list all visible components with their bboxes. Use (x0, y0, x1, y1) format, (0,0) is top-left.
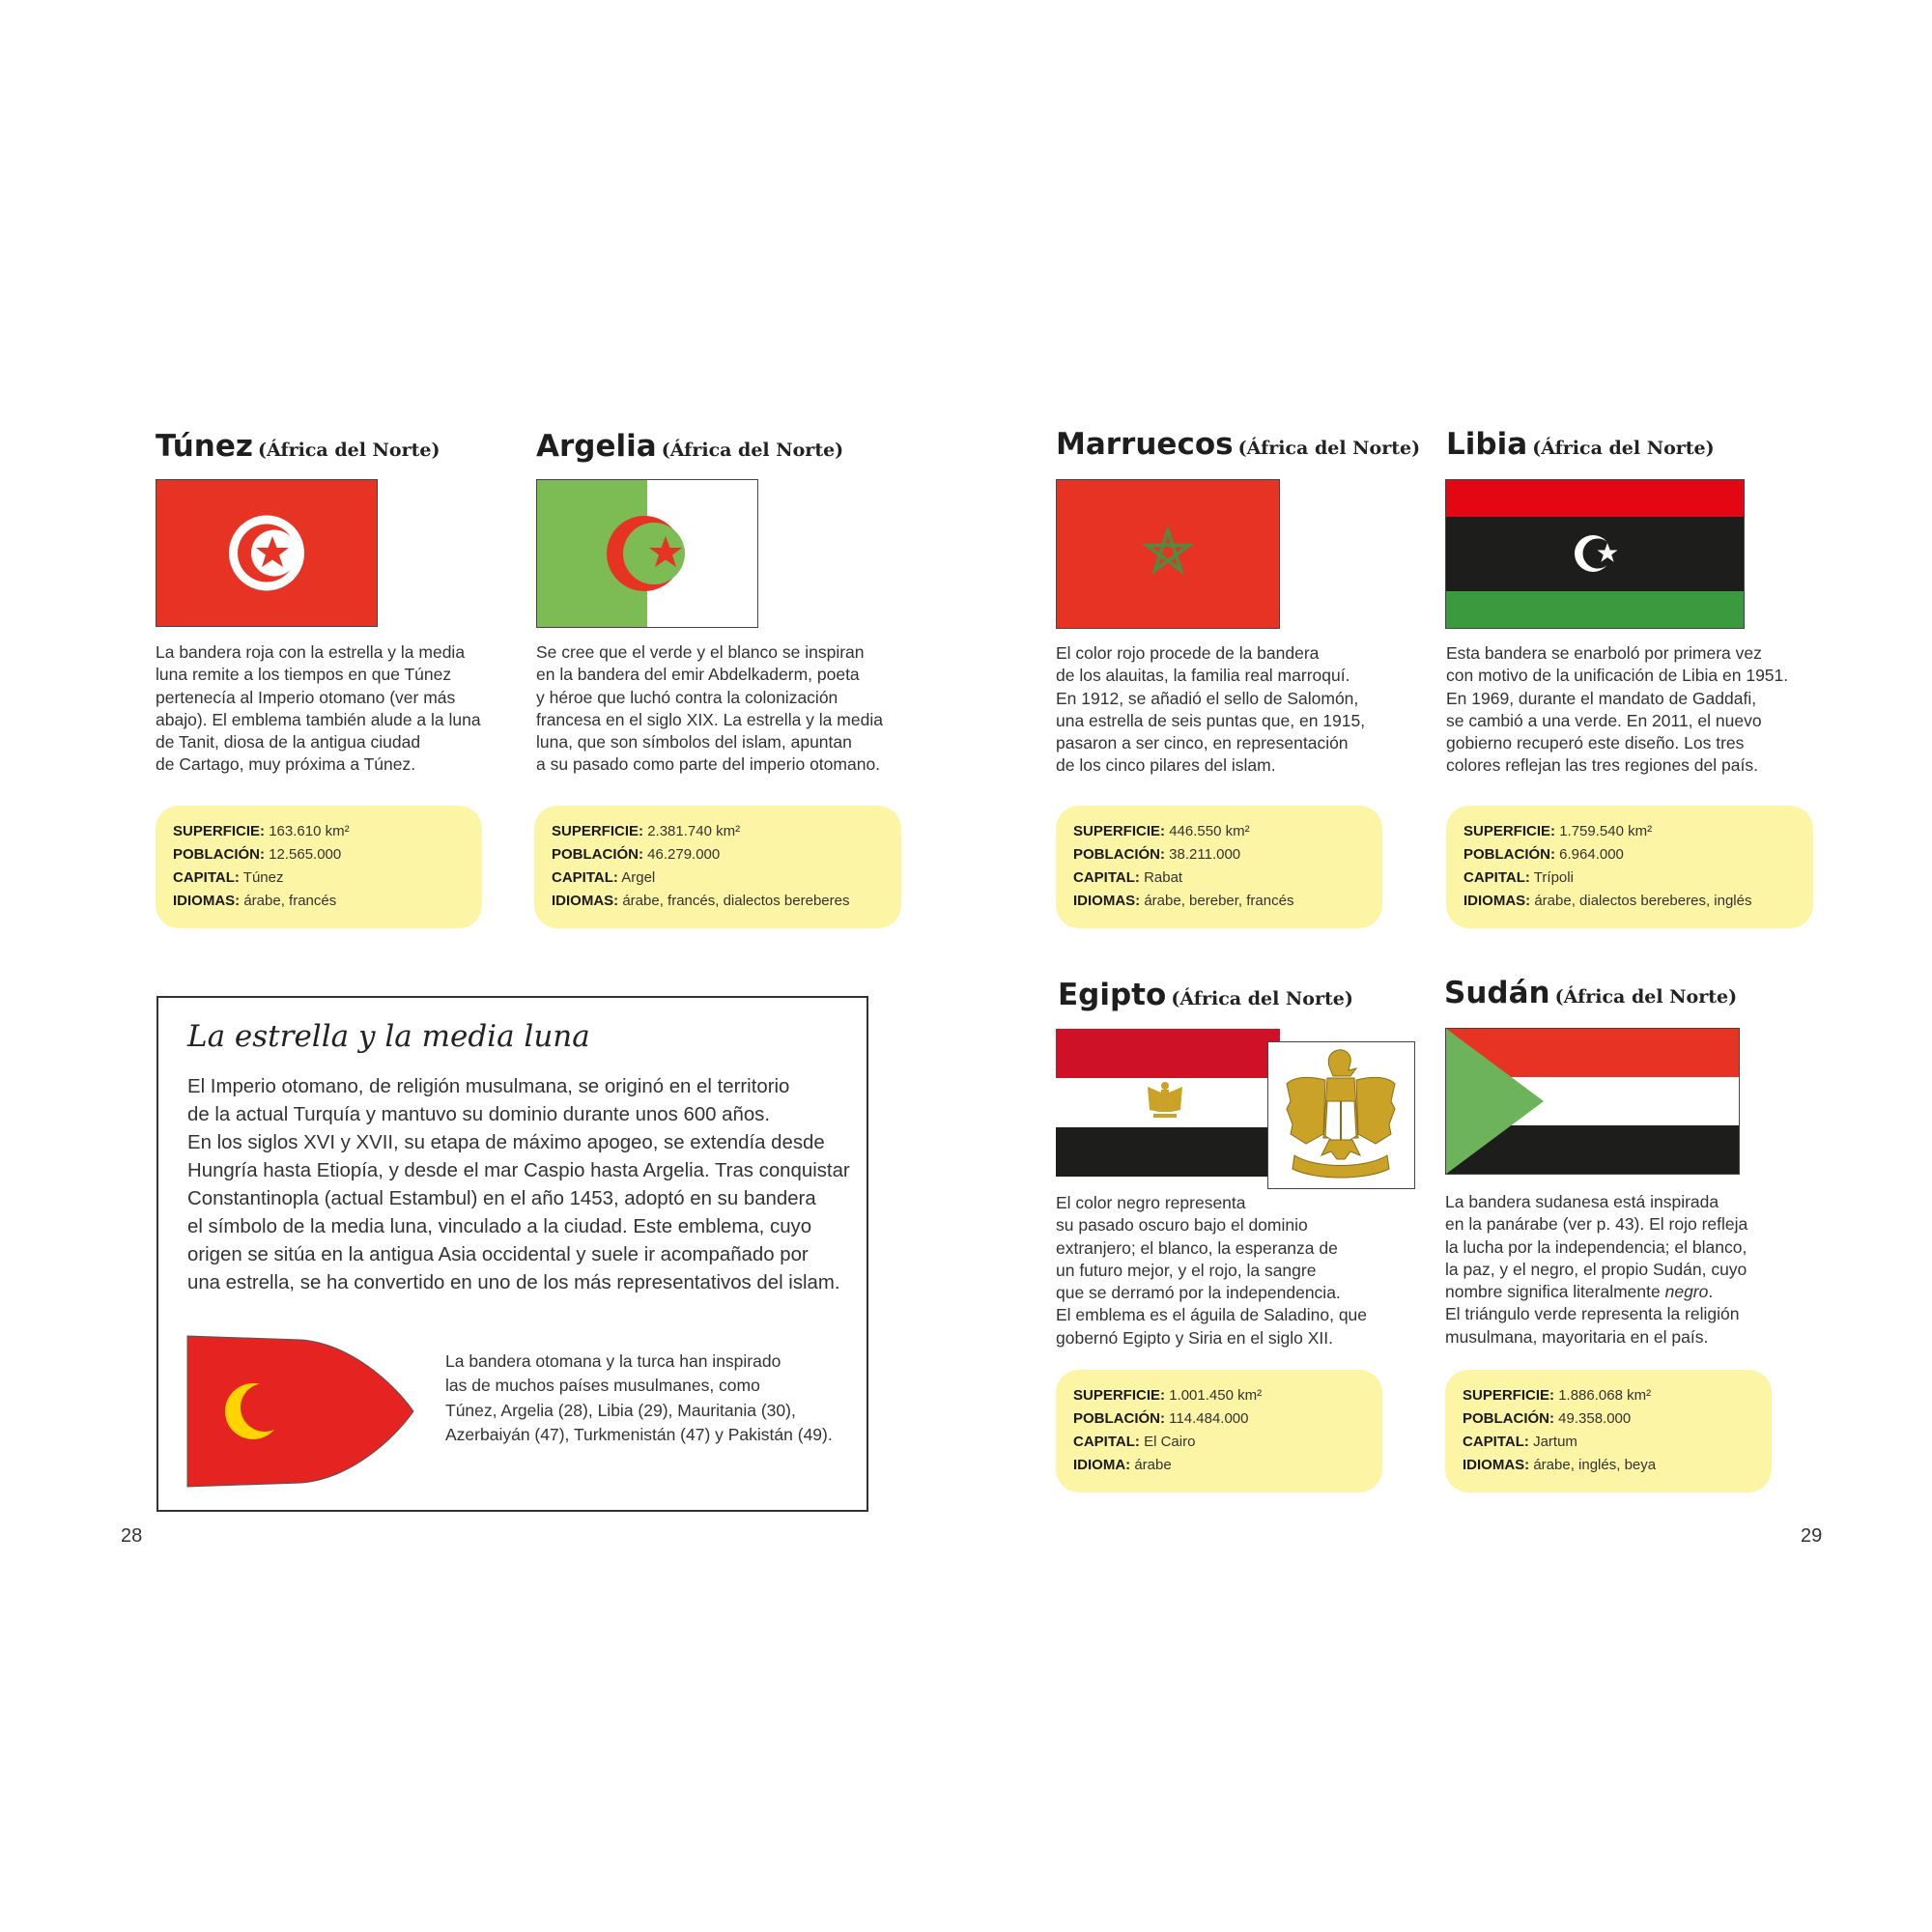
ottoman-flag (185, 1334, 417, 1489)
country-name: Egipto (1058, 978, 1167, 1012)
libia-flag (1445, 479, 1745, 629)
ottoman-sidebar-box (156, 996, 868, 1512)
sidebar-title: La estrella y la media luna (187, 1019, 590, 1054)
country-region: (África del Norte) (258, 440, 440, 461)
country-name: Argelia (536, 429, 657, 464)
country-description: El color negro representa su pasado oscuro bajo el dominio extranjero; el blanco, la esperanza de un futuro mejor, y el rojo, la sangre que se derramó por la independencia. El emblema es el águila de Saladino, que gobernó Egipto y Siria en el siglo XII. (1056, 1193, 1368, 1348)
country-region: (África del Norte) (661, 440, 844, 461)
sidebar-caption: La bandera otomana y la turca han inspirado las de muchos países musulmanes, como Túnez, Argelia (28), Libia (29), Mauritania (30), Azerbaiyán (47), Turkmenistán (47) y Pakistán (49). (445, 1351, 833, 1444)
country-description: Se cree que el verde y el blanco se inspiran en la bandera del emir Abdelkaderm, poeta y héroe que luchó contra la colonización francesa en el siglo XIX. La estrella y la media luna, que son símbolos del islam, apuntan a su pasado como parte del imperio otomano. (536, 642, 883, 775)
country-title (536, 429, 844, 472)
country-title (1444, 976, 1738, 1019)
country-name: Marruecos (1056, 427, 1234, 462)
country-name: Túnez (156, 429, 253, 464)
country-title (1446, 427, 1715, 470)
country-region: (África del Norte) (1554, 986, 1738, 1008)
country-name: Sudán (1444, 976, 1550, 1010)
country-region: (África del Norte) (1532, 438, 1715, 459)
facts-box: SUPERFICIE: 1.759.540 km² POBLACIÓN: 6.964.000 CAPITAL: Trípoli IDIOMAS: árabe, dialectos bereberes, inglés (1446, 806, 1813, 928)
sidebar-body: El Imperio otomano, de religión musulmana, se originó en el territorio de la actual Turquía y mantuvo su dominio durante unos 600 años. En los siglos XVI y XVII, su etapa de máximo apogeo, se extendía desde Hungría hasta Etiopía, y desde el mar Caspio hasta Argelia. Tras conquistar Constantinopla (actual Estambul) en el año 1453, adoptó en su bandera el símbolo de la media luna, vinculado a la ciudad. Este emblema, cuyo origen se sitúa en la antigua Asia occidental y suele ir acompañado por una estrella, se ha convertido en uno de los más representativos del islam. (187, 1076, 850, 1293)
marruecos-flag (1056, 479, 1280, 629)
tunez-flag (156, 479, 378, 627)
argelia-flag (536, 479, 758, 628)
country-region: (África del Norte) (1237, 438, 1421, 459)
country-argelia (536, 429, 844, 472)
facts-box: SUPERFICIE: 446.550 km² POBLACIÓN: 38.211.000 CAPITAL: Rabat IDIOMAS: árabe, bereber, francés (1056, 806, 1382, 928)
country-description: La bandera sudanesa está inspirada en la panárabe (ver p. 43). El rojo refleja la lucha por la independencia; el blanco, la paz, y el negro, el propio Sudán, cuyo nombre significa literalmente negro. El triángulo verde representa la religión musulmana, mayoritaria en el país. (1445, 1192, 1748, 1347)
page-number-left: 28 (121, 1525, 143, 1547)
facts-box: SUPERFICIE: 2.381.740 km² POBLACIÓN: 46.279.000 CAPITAL: Argel IDIOMAS: árabe, francés, dialectos bereberes (534, 806, 901, 928)
egipto-flag (1056, 1029, 1280, 1177)
sudan-flag (1445, 1028, 1740, 1175)
country-description: La bandera roja con la estrella y la media luna remite a los tiempos en que Túnez pertenecía al Imperio otomano (ver más abajo). El emblema también alude a la luna de Tanit, diosa de la antigua ciudad de Cartago, muy próxima a Túnez. (156, 642, 481, 775)
country-tunez (156, 429, 440, 472)
facts-box: SUPERFICIE: 163.610 km² POBLACIÓN: 12.565.000 CAPITAL: Túnez IDIOMAS: árabe, francés (156, 806, 482, 928)
egipto-emblem (1267, 1041, 1415, 1189)
facts-box: SUPERFICIE: 1.001.450 km² POBLACIÓN: 114.484.000 CAPITAL: El Cairo IDIOMA: árabe (1056, 1370, 1382, 1492)
country-description: El color rojo procede de la bandera de los alauitas, la familia real marroquí. En 1912, se añadió el sello de Salomón, una estrella de seis puntas que, en 1915, pasaron a ser cinco, en representación de los cinco pilares del islam. (1056, 643, 1366, 776)
country-title (156, 429, 440, 472)
country-title (1058, 980, 1353, 1021)
page-number-right: 29 (1801, 1525, 1823, 1547)
country-libia (1446, 427, 1715, 470)
country-title (1056, 427, 1421, 470)
country-egipto (1058, 980, 1353, 1021)
country-region: (África del Norte) (1171, 988, 1353, 1009)
country-name: Libia (1446, 427, 1528, 462)
country-marruecos (1056, 427, 1421, 470)
facts-box: SUPERFICIE: 1.886.068 km² POBLACIÓN: 49.358.000 CAPITAL: Jartum IDIOMAS: árabe, inglés, beya (1445, 1370, 1772, 1492)
country-description: Esta bandera se enarboló por primera vez con motivo de la unificación de Libia en 1951. En 1969, durante el mandato de Gaddafi, se cambió a una verde. En 2011, el nuevo gobierno recuperó este diseño. Los tres colores reflejan las tres regiones del país. (1446, 643, 1789, 776)
country-sudan (1444, 976, 1738, 1019)
